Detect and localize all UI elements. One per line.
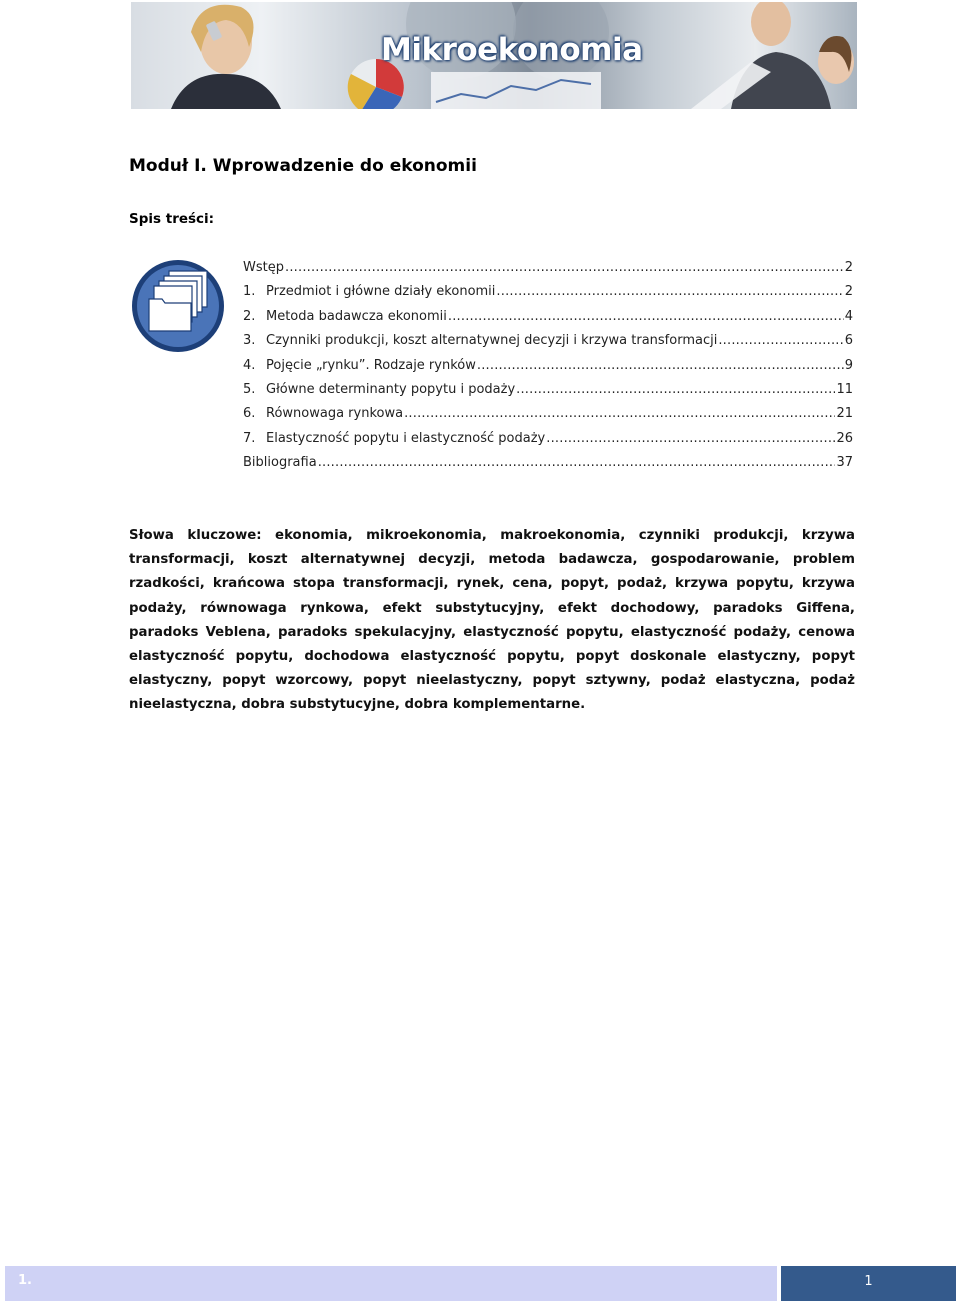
toc-heading: Spis treści: [129,211,215,227]
banner-title: Mikroekonomia [381,32,643,68]
toc-item-label: Przedmiot i główne działy ekonomii [266,284,496,300]
module-title: Moduł I. Wprowadzenie do ekonomii [129,156,477,176]
toc-item-page: 26 [836,430,853,446]
toc-leader-dots [404,404,835,424]
toc-item-page: 6 [844,333,853,349]
toc-item-page: 37 [836,455,853,471]
toc-item[interactable] [243,282,853,306]
toc-item[interactable] [243,453,853,477]
toc-item-page: 11 [836,381,853,397]
toc-item-number: 7. [243,430,256,446]
footer-page-number: 1 [864,1274,873,1289]
toc-item[interactable] [243,356,853,380]
footer-bar [5,1266,777,1301]
toc-item-number: 2. [243,308,256,324]
toc-leader-dots [718,331,843,351]
toc-item-number: 5. [243,381,256,397]
toc-item-page: 21 [836,406,853,422]
toc-item-page: 9 [844,357,853,373]
toc-item-label: Pojęcie „rynku”. Rodzaje rynków [266,357,476,373]
toc-item[interactable] [243,307,853,331]
toc-item-label: Czynniki produkcji, koszt alternatywnej decyzji i krzywa transformacji [266,333,718,349]
toc-leader-dots [448,307,844,327]
toc-item[interactable] [243,331,853,355]
toc-item[interactable] [243,258,853,282]
toc-leader-dots [285,258,844,278]
toc-item-page: 2 [844,284,853,300]
header-banner [131,2,857,109]
toc-item[interactable] [243,429,853,453]
toc-item-label: Wstęp [243,260,284,275]
toc-item[interactable] [243,404,853,428]
toc-leader-dots [546,429,835,449]
toc-item-page: 4 [844,308,853,324]
keywords-paragraph: Słowa kluczowe: ekonomia, mikroekonomia, makroekonomia, czynniki produkcji, krzywa transformacji, koszt alternatywnej decyzji, metoda badawcza, gospodarowanie, problem rzadkości, krańcowa stopa transformacji, rynek, cena, popyt, podaż, krzywa popytu, krzywa podaży, równowaga rynkowa, efekt substytucyjny, efekt dochodowy, paradoks Giffena, paradoks Veblena, paradoks spekulacyjny, elastyczność popytu, elastyczność podaży, cenowa elastyczność popytu, dochodowa elastyczność popytu, popyt doskonale elastyczny, popyt elastyczny, popyt wzorcowy, popyt nieelastyczny, popyt sztywny, podaż elastyczna, podaż nieelastyczna, dobra substytucyjne, dobra komplementarne. [129,528,855,713]
toc-item-label: Równowaga rynkowa [266,406,404,422]
toc-item-page: 2 [844,260,853,275]
toc-leader-dots [516,380,835,400]
toc-item-number: 6. [243,406,256,422]
toc-item-number: 4. [243,357,256,373]
footer-section-label: 1. [18,1273,32,1288]
toc-item-label: Bibliografia [243,455,317,471]
toc-item-number: 1. [243,284,256,300]
footer-page-box [781,1266,956,1301]
toc-leader-dots [496,282,843,302]
table-of-contents [243,258,853,478]
toc-item-label: Główne determinanty popytu i podaży [266,381,516,397]
toc-item-label: Metoda badawcza ekonomii [266,308,447,324]
toc-item[interactable] [243,380,853,404]
stacked-folders-icon [131,259,225,353]
toc-item-label: Elastyczność popytu i elastyczność podaży [266,430,546,446]
toc-leader-dots [477,356,844,376]
toc-leader-dots [318,453,836,473]
toc-item-number: 3. [243,333,256,349]
